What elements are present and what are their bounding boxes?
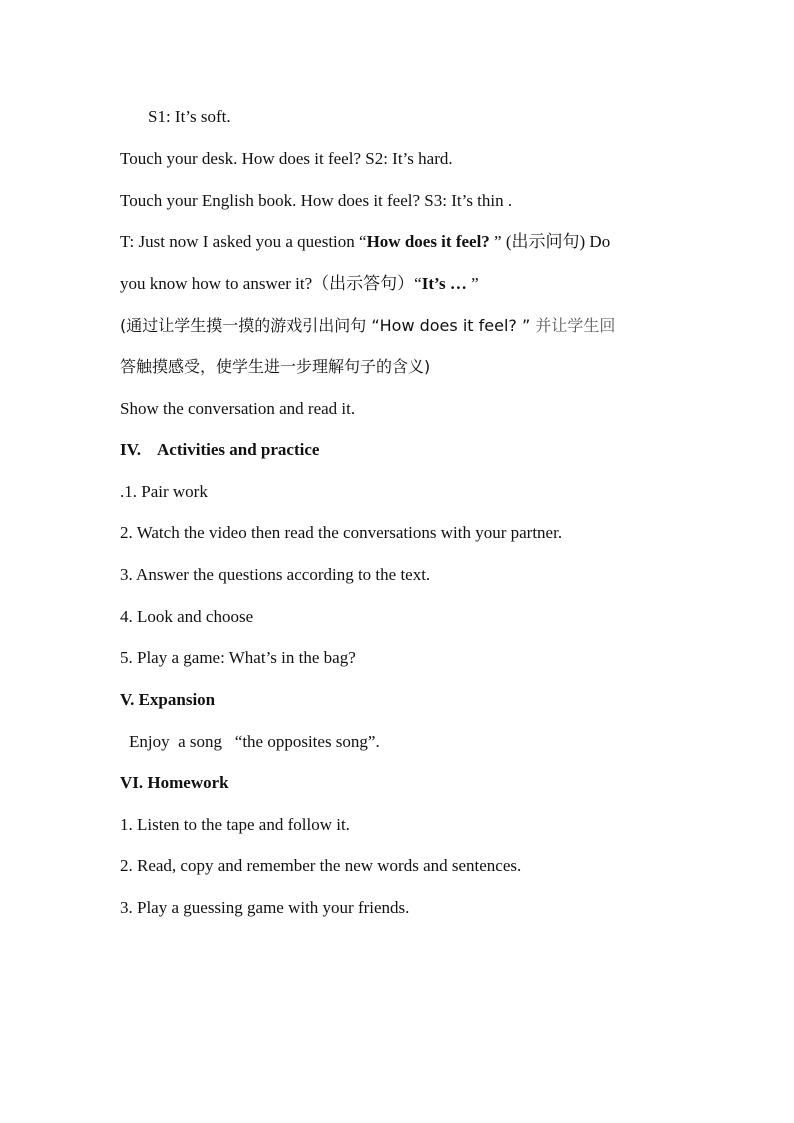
key-answer: It’s … bbox=[421, 274, 467, 293]
answer-prompt-tail: ” bbox=[466, 274, 479, 293]
list-item: 5. Play a game: What’s in the bag? bbox=[120, 648, 356, 667]
key-question: How does it feel? bbox=[366, 232, 490, 251]
expansion-text: Enjoy a song “the opposites song”. bbox=[129, 732, 380, 751]
answer-prompt-text: you know how to answer it?（出示答句）“ bbox=[120, 274, 422, 293]
list-item: 3. Answer the questions according to the text. bbox=[120, 565, 431, 584]
teacher-question-text: T: Just now I asked you a question “ bbox=[120, 232, 367, 251]
list-item: 3. Play a guessing game with your friends. bbox=[120, 898, 410, 917]
chinese-note-tail: 并让学生回 bbox=[530, 316, 616, 335]
answer-prompt-line bbox=[120, 273, 720, 295]
section-iv-heading: IV. Activities and practice bbox=[120, 440, 320, 459]
teacher-question-tail: ” (出示问句) Do bbox=[489, 232, 611, 251]
section-vi-heading: VI. Homework bbox=[120, 773, 229, 792]
chinese-note-text: (通过让学生摸一摸的游戏引出问句 “How does it feel? ” bbox=[120, 316, 531, 335]
section-v-heading: V. Expansion bbox=[120, 690, 216, 709]
dialogue-s1: S1: It’s soft. bbox=[148, 107, 231, 126]
list-item: .1. Pair work bbox=[120, 482, 208, 501]
show-conversation: Show the conversation and read it. bbox=[120, 399, 356, 418]
dialogue-desk: Touch your desk. How does it feel? S2: It’s hard. bbox=[120, 149, 453, 168]
list-item: 1. Listen to the tape and follow it. bbox=[120, 815, 350, 834]
teacher-question-line bbox=[120, 231, 720, 253]
list-item: 2. Watch the video then read the conversations with your partner. bbox=[120, 523, 563, 542]
chinese-note-line-1 bbox=[120, 315, 720, 337]
chinese-note-line-2: 答触摸感受，使学生进一步理解句子的含义) bbox=[120, 357, 431, 376]
list-item: 4. Look and choose bbox=[120, 607, 254, 626]
list-item: 2. Read, copy and remember the new words and sentences. bbox=[120, 856, 522, 875]
dialogue-book: Touch your English book. How does it feel? S3: It’s thin . bbox=[120, 191, 513, 210]
